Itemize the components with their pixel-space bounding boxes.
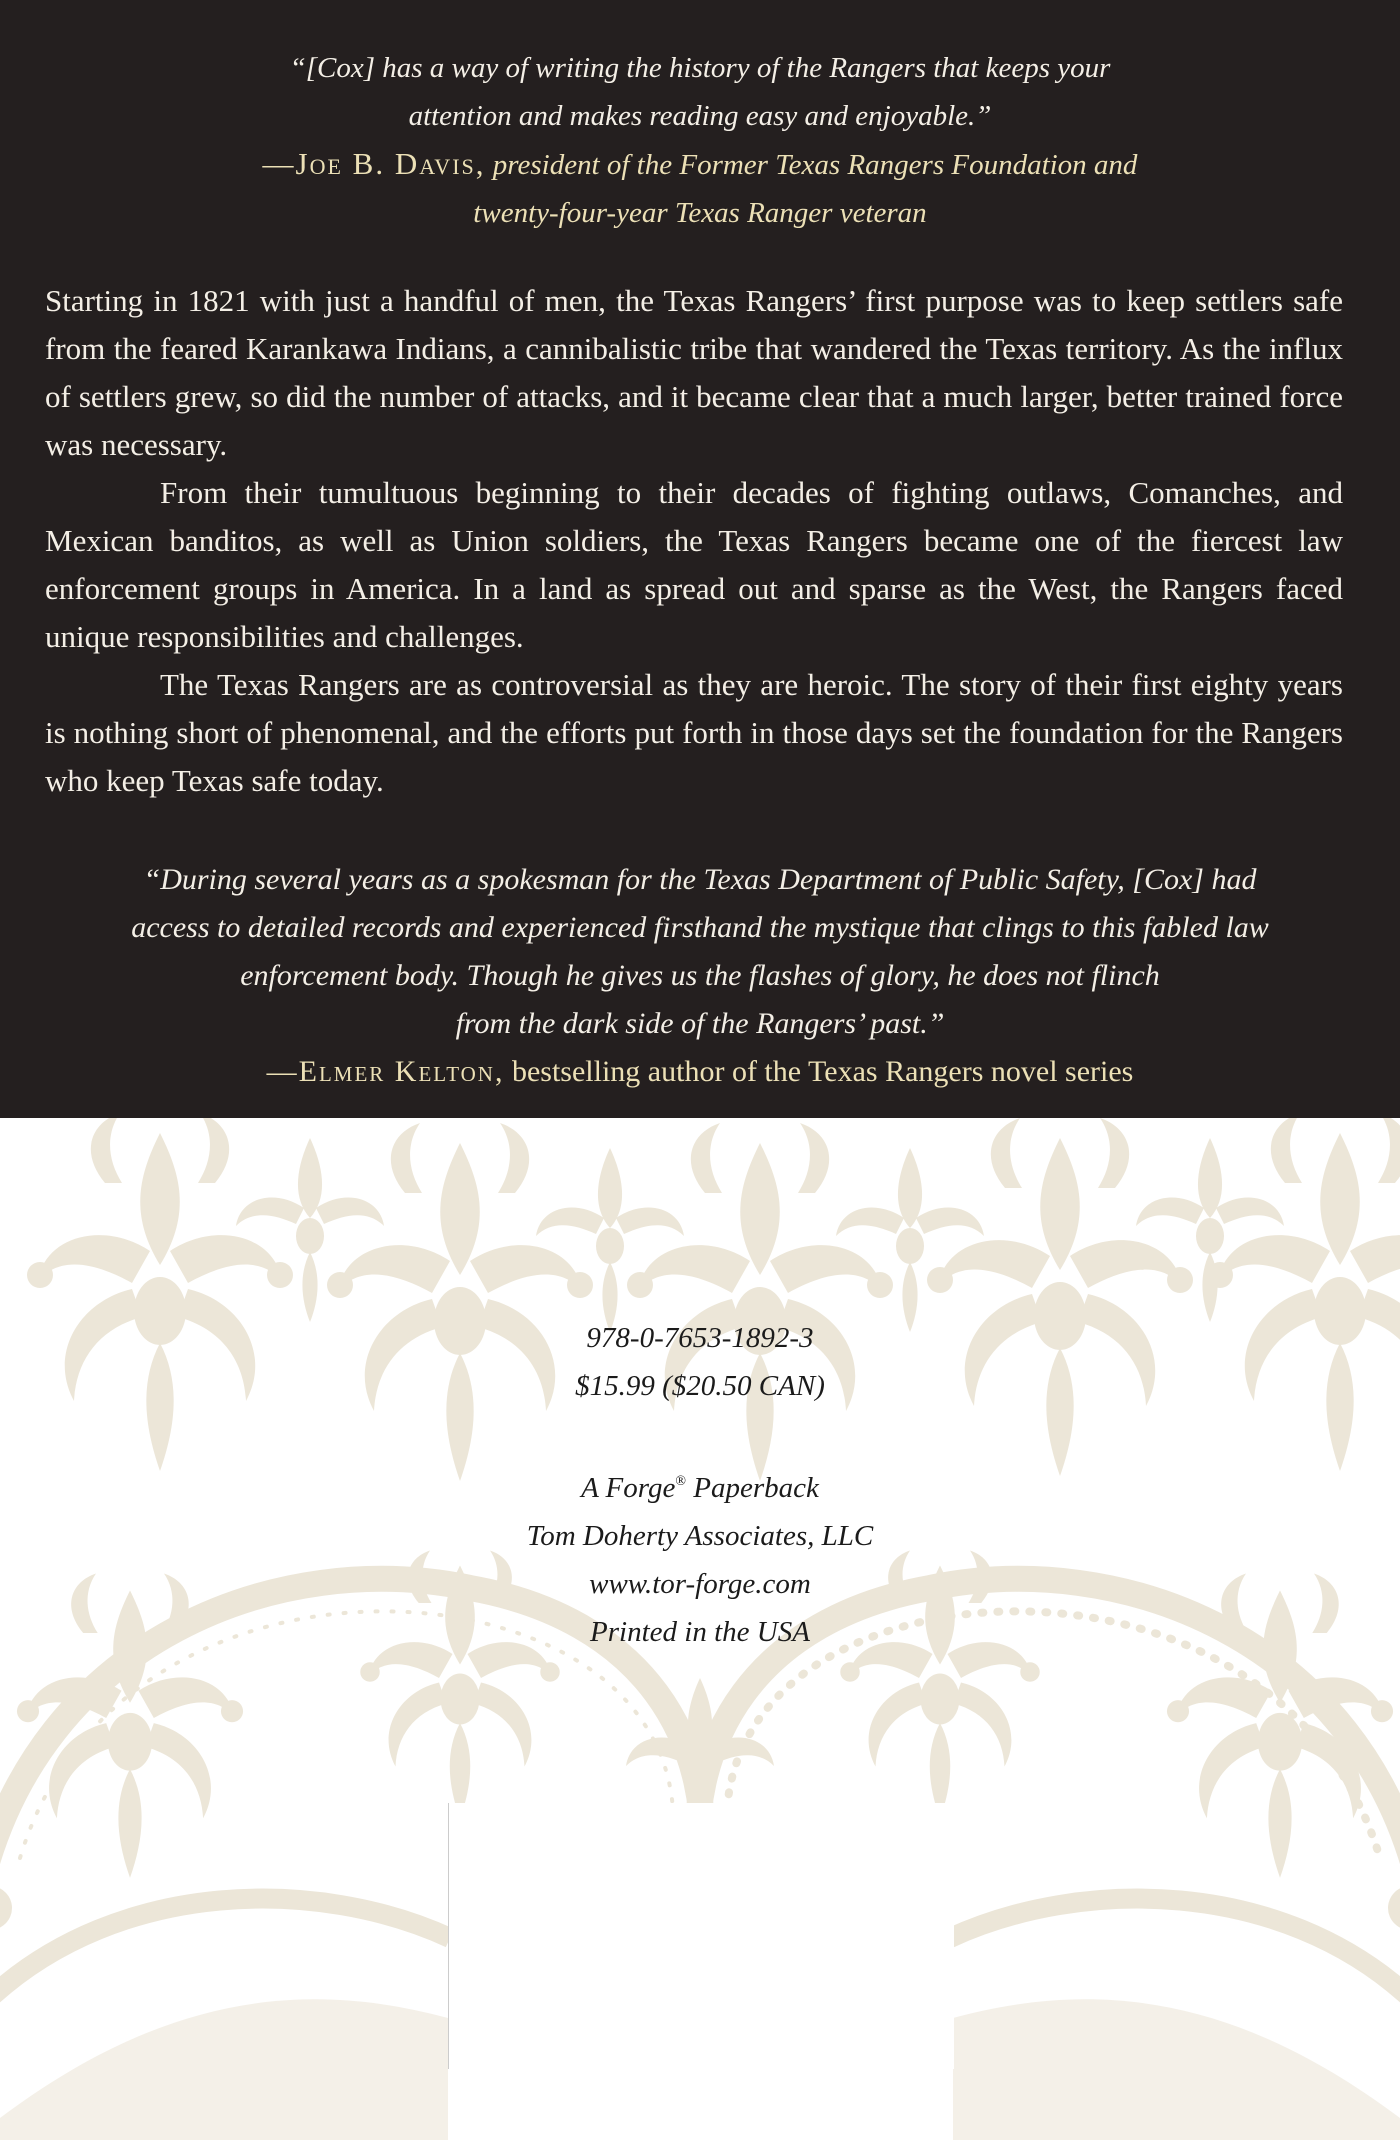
description-paragraph: From their tumultuous beginning to their decades of fighting outlaws, Comanches, and Mexican banditos, as well as Union soldiers, the Texas Rangers became one of the fiercest law enforcement groups in America. In a land as spread out and sparse as the West, the Rangers faced unique responsibilities and challenges. [45, 475, 1343, 654]
attribution-name: —Elmer Kelton, [266, 1055, 505, 1088]
quote-attribution [0, 140, 1400, 189]
imprint-prefix: A Forge [581, 1472, 676, 1504]
publisher-website: www.tor-forge.com [589, 1568, 811, 1600]
description-paragraph: Starting in 1821 with just a handful of men, the Texas Rangers’ first purpose was to keep settlers safe from the feared Karankawa Indians, a cannibalistic tribe that wandered the Texas territory. As the influx of settlers grew, so did the number of attacks, and it became clear that a much larger, better trained force was necessary. [45, 283, 1343, 462]
quote-line: “[Cox] has a way of writing the history of the Rangers that keeps your [289, 52, 1111, 84]
attribution-title: bestselling author of the Texas Rangers novel series [504, 1055, 1134, 1088]
registered-mark: ® [675, 1474, 686, 1489]
quote-line: attention and makes reading easy and enjoyable.” [408, 100, 992, 132]
attribution-title-continued: twenty-four-year Texas Ranger veteran [473, 197, 927, 229]
imprint-suffix: Paperback [686, 1472, 819, 1504]
top-endorsement-quote [0, 44, 1400, 237]
publication-info [0, 1314, 1400, 1656]
bottom-endorsement-quote [0, 856, 1400, 1096]
attribution-title: president of the Former Texas Rangers Foundation and [485, 149, 1138, 181]
quote-line: enforcement body. Though he gives us the flashes of glory, he does not flinch [240, 959, 1160, 992]
quote-line: from the dark side of the Rangers’ past.” [455, 1007, 945, 1040]
printed-location: Printed in the USA [590, 1616, 810, 1648]
barcode-area [448, 1803, 954, 2069]
publisher-name: Tom Doherty Associates, LLC [526, 1520, 874, 1552]
isbn: 978-0-7653-1892-3 [586, 1322, 814, 1354]
attribution-name: —Joe B. Davis, [262, 146, 486, 181]
description-paragraph: The Texas Rangers are as controversial as they are heroic. The story of their first eighty years is nothing short of phenomenal, and the efforts put forth in those days set the foundation for the Rangers who keep Texas safe today. [45, 667, 1343, 798]
quote-attribution [0, 1048, 1400, 1096]
price: $15.99 ($20.50 CAN) [575, 1370, 825, 1402]
quote-line: “During several years as a spokesman for the Texas Department of Public Safety, [Cox] had [143, 863, 1257, 896]
quote-line: access to detailed records and experienced firsthand the mystique that clings to this fabled law [131, 911, 1269, 944]
book-description [45, 277, 1343, 805]
imprint-line [0, 1458, 1400, 1512]
